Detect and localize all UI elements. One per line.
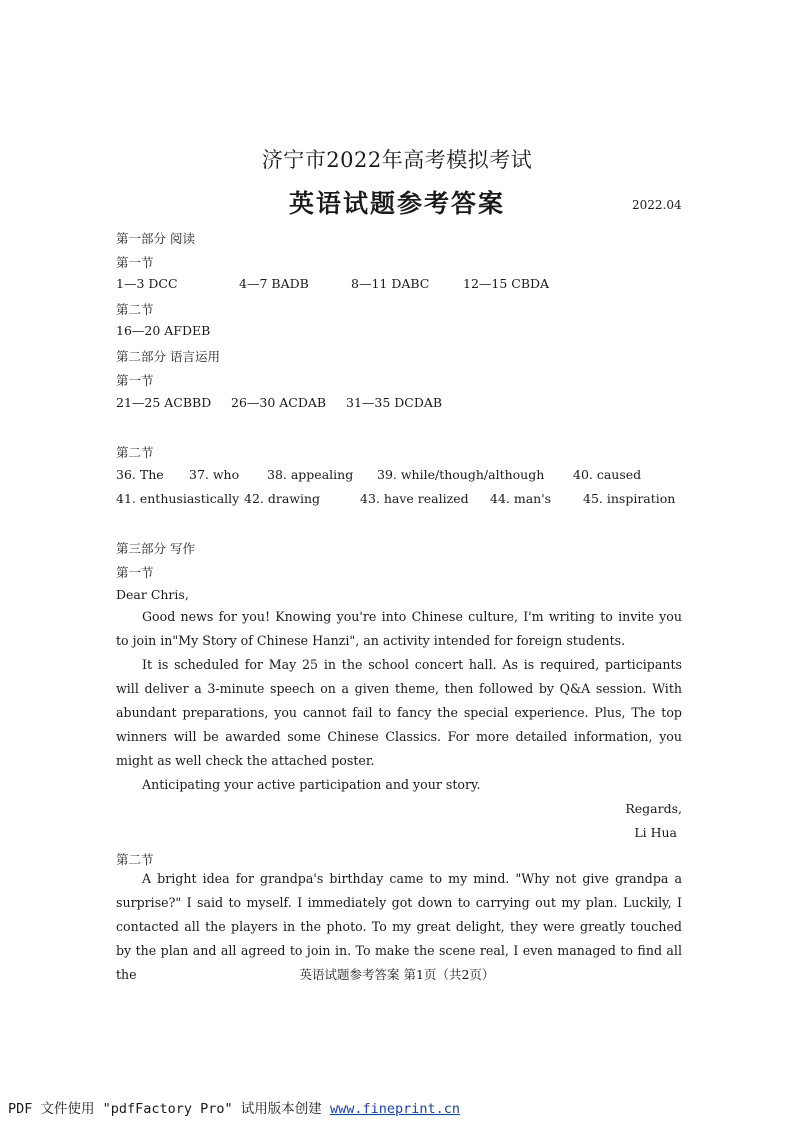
pdf-creator-note (8, 1097, 460, 1117)
answer-group: 8—11 DABC (351, 276, 430, 291)
part2-section1-answers (116, 395, 442, 410)
answer-item: 42. drawing (244, 491, 321, 506)
answer-item: 38. appealing (267, 467, 354, 482)
answer-group: 21—25 ACBBD (116, 395, 212, 410)
part1-heading: 第一部分 阅读 (116, 231, 195, 246)
part3-heading: 第三部分 写作 (116, 541, 195, 556)
fineprint-link[interactable]: www.fineprint.cn (329, 1101, 460, 1117)
answer-group: 26—30 ACDAB (231, 395, 327, 410)
part1-section1-answers (116, 276, 549, 291)
answer-group: 1—3 DCC (116, 276, 178, 291)
letter-paragraph: Good news for you! Knowing you're into Chinese culture, I'm writing to invite you to join in"My Story of Chinese Hanzi", an activity intended for foreign students. (116, 609, 682, 648)
letter-body (116, 605, 682, 797)
letter-closing: Regards, (625, 801, 682, 816)
part3-section1-heading: 第一节 (116, 565, 154, 580)
part2-section2-heading: 第二节 (116, 445, 154, 460)
exam-date: 2022.04 (632, 198, 682, 212)
part2-section1-heading: 第一节 (116, 373, 154, 388)
answer-item: 44. man's (490, 491, 552, 506)
answer-item: 37. who (189, 467, 240, 482)
page-footer: 英语试题参考答案 第1页（共2页） (299, 967, 495, 982)
continuation-paragraph: A bright idea for grandpa's birthday came to my mind. "Why not give grandpa a surprise?" I said to myself. I immediately got down to carrying out my plan. Luckily, I contacted all the players in the photo. To my great delight, they were greatly touched by the plan and all agreed to join in. To make the scene real, I even managed to find all the (116, 871, 682, 982)
answer-group: 12—15 CBDA (463, 276, 550, 291)
answer-group: 4—7 BADB (239, 276, 309, 291)
pdf-note-text: PDF 文件使用 "pdfFactory Pro" 试用版本创建 (8, 1101, 330, 1117)
letter-signature: Li Hua (634, 825, 677, 840)
letter-salutation: Dear Chris, (116, 587, 189, 602)
letter-paragraph: It is scheduled for May 25 in the school concert hall. As is required, participants will deliver a 3-minute speech on a given theme, then followed by Q&A session. With abundant preparations, you cannot fail to fancy the special experience. Plus, The top winners will be awarded some Chinese Classics. For more detailed information, you might as well check the attached poster. (116, 657, 682, 768)
part2-heading: 第二部分 语言运用 (116, 349, 220, 364)
answer-item: 36. The (116, 467, 164, 482)
answer-item: 43. have realized (360, 491, 469, 506)
part2-section2-row2 (116, 491, 675, 506)
answer-group: 31—35 DCDAB (346, 395, 443, 410)
part1-section2-heading: 第二节 (116, 302, 154, 317)
part3-section2-heading: 第二节 (116, 852, 154, 867)
answer-item: 45. inspiration (583, 491, 676, 506)
answer-item: 39. while/though/although (377, 467, 545, 482)
answer-item: 40. caused (573, 467, 642, 482)
answer-key-title: 英语试题参考答案 (288, 189, 505, 218)
answer-item: 41. enthusiastically (116, 491, 240, 506)
part1-section2-answers: 16—20 AFDEB (116, 323, 211, 338)
letter-paragraph: Anticipating your active participation and your story. (142, 777, 481, 792)
part2-section2-row1 (116, 467, 641, 482)
part1-section1-heading: 第一节 (116, 255, 154, 270)
exam-title: 济宁市2022年高考模拟考试 (261, 148, 533, 172)
